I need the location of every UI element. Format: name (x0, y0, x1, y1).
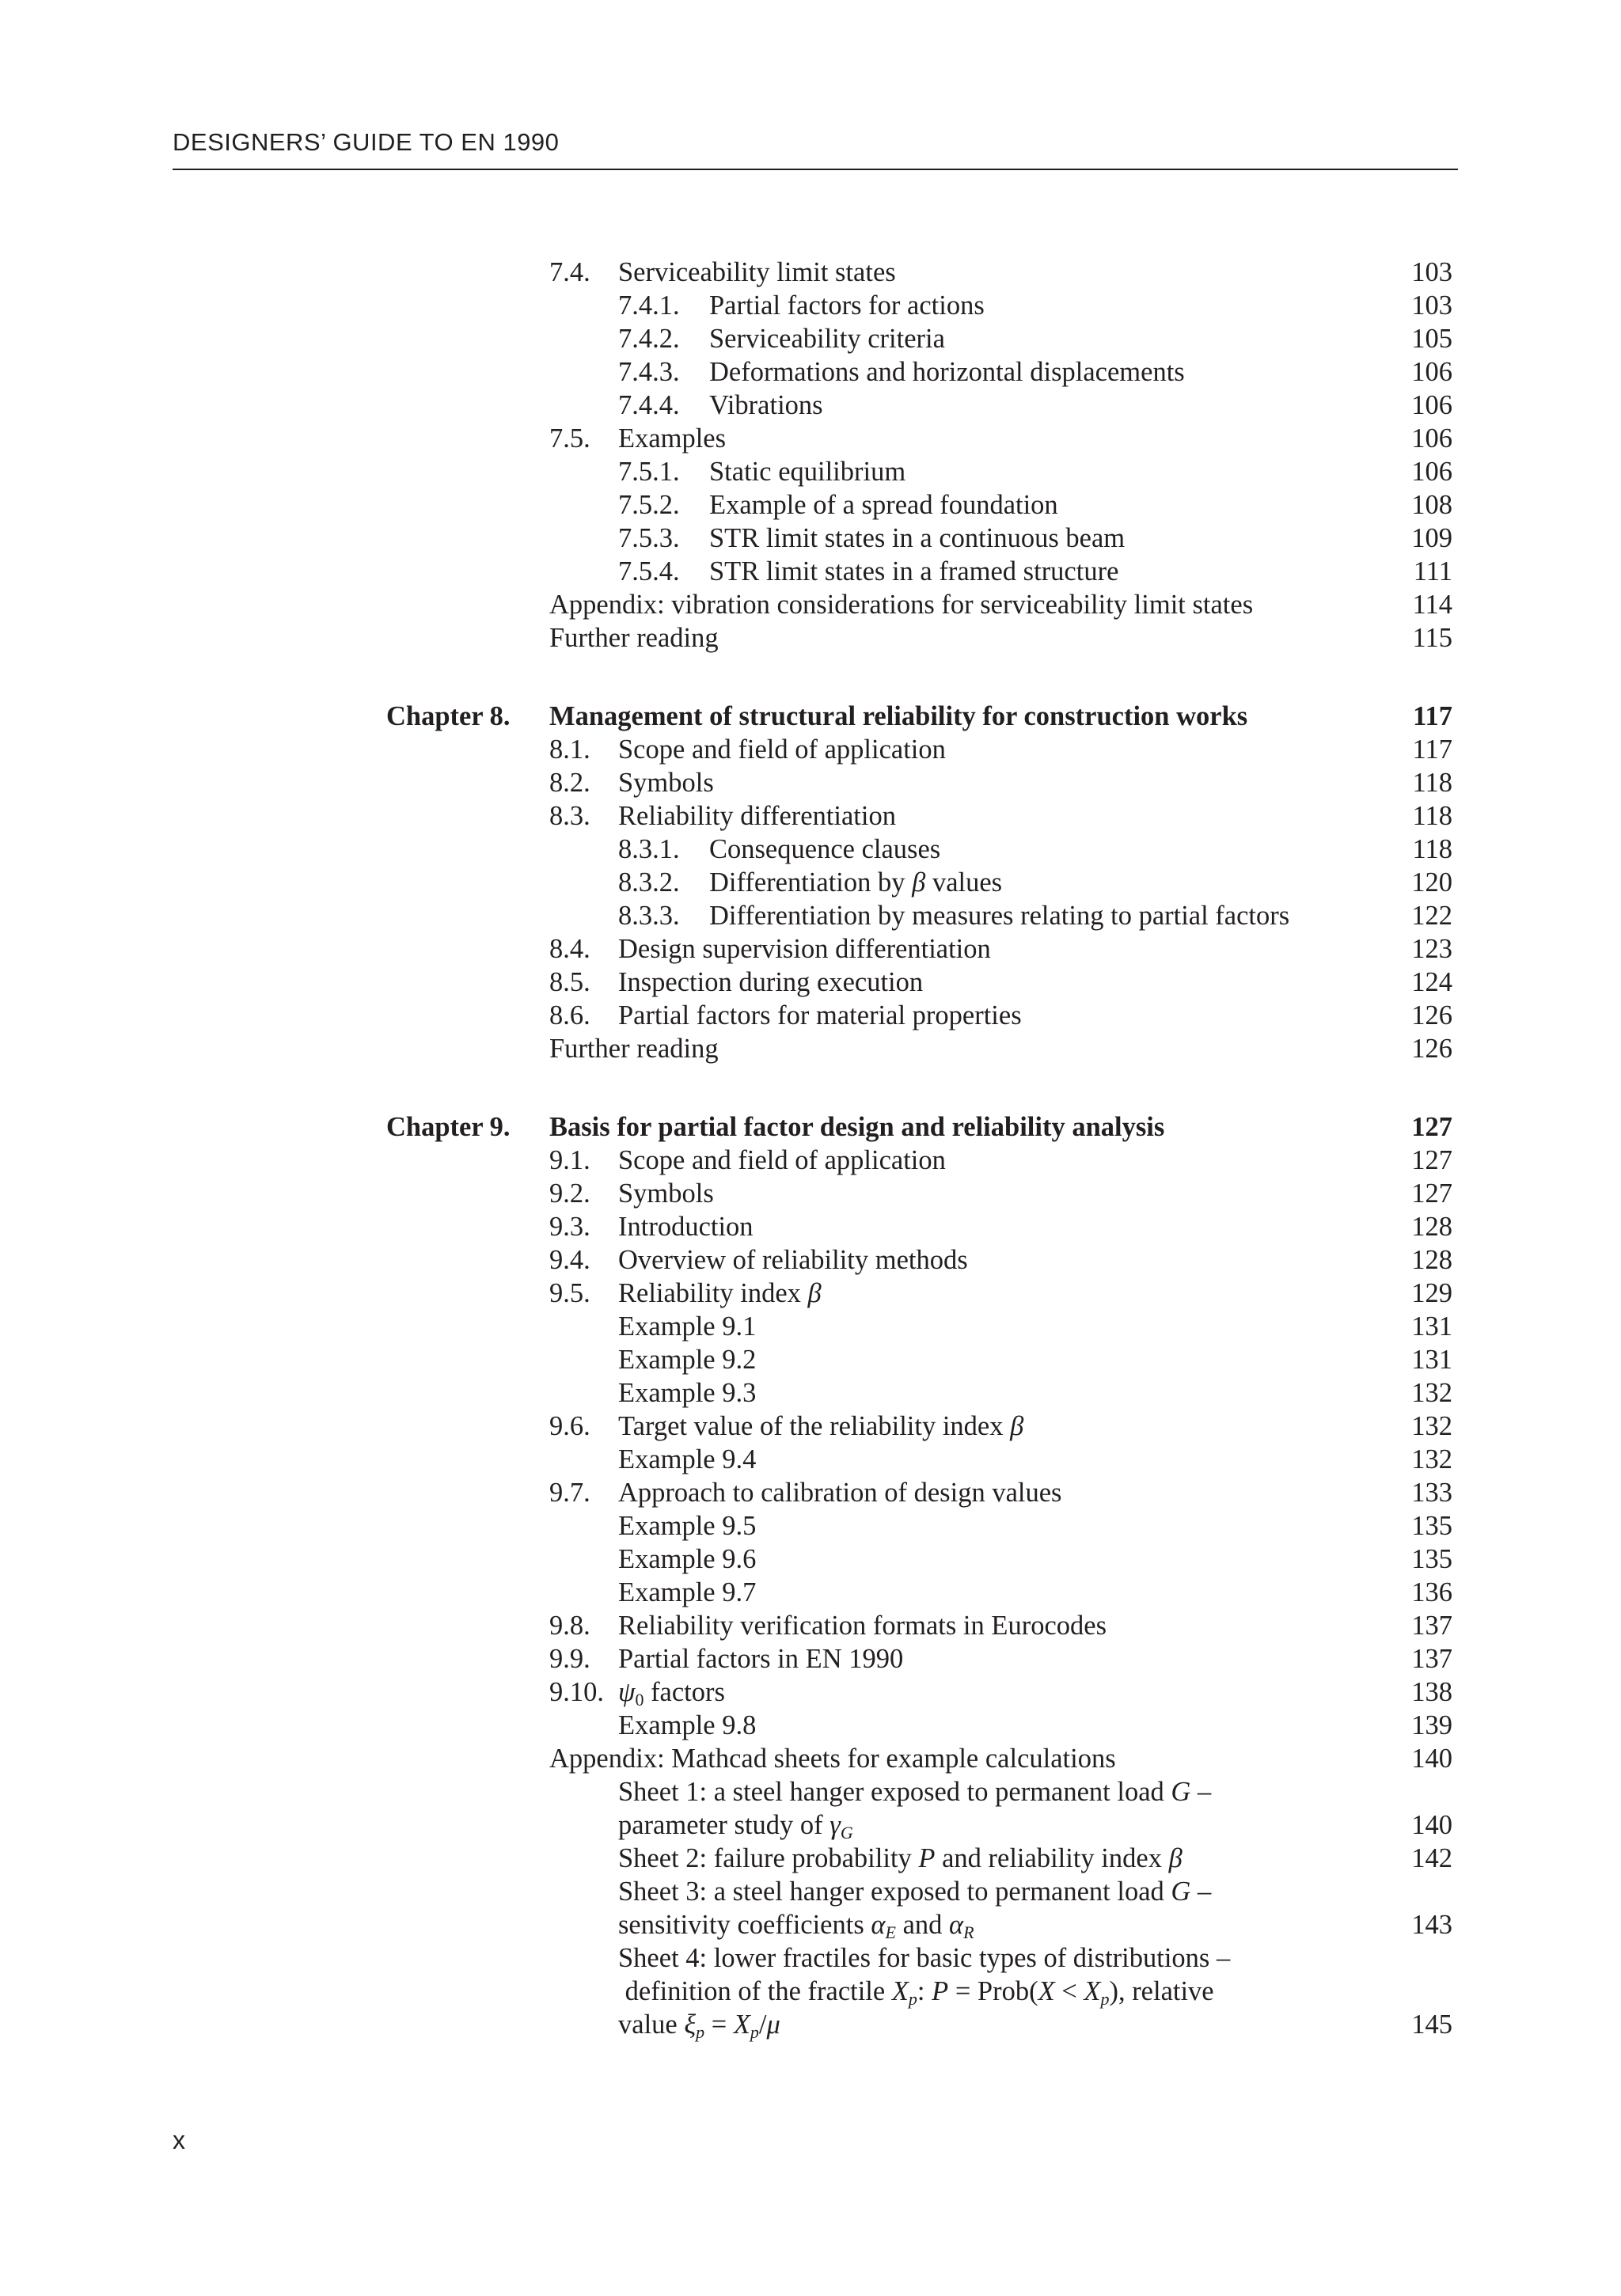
section-title: Overview of reliability methods (618, 1245, 968, 1275)
running-header: DESIGNERS’ GUIDE TO EN 1990 (173, 128, 560, 156)
toc-row (0, 256, 1621, 289)
page-number: 128 (1411, 1212, 1452, 1242)
section-number: 8.6. (549, 1000, 590, 1030)
page-number: 115 (1412, 623, 1452, 653)
page-number: 126 (1411, 1000, 1452, 1030)
toc-row (0, 733, 1621, 766)
section-number: 7.5.3. (618, 523, 680, 553)
sheet-title-line: Sheet 1: a steel hanger exposed to permanent load G – (618, 1777, 1212, 1807)
sheet-title-line: Sheet 4: lower fractiles for basic types of distributions – (618, 1943, 1231, 1973)
page-number: 114 (1412, 590, 1452, 620)
sheet-title-line: sensitivity coefficients $\alpha_E$ and $\alpha_R$ (618, 1910, 974, 1942)
section-number: 7.5.4. (618, 556, 680, 586)
section-number: 8.3.1. (618, 834, 680, 864)
toc-row (0, 1277, 1621, 1310)
chapter-title: Management of structural reliability for construction works (549, 701, 1248, 731)
section-number: 7.4.1. (618, 290, 680, 321)
page-number: 127 (1411, 1112, 1452, 1142)
toc-row (0, 766, 1621, 799)
toc-row (0, 1032, 1621, 1065)
toc-row (0, 621, 1621, 655)
section-number: 9.10. (549, 1677, 604, 1707)
section-title: Scope and field of application (618, 734, 946, 765)
example-title: Example 9.5 (618, 1511, 757, 1541)
page-number: 135 (1411, 1544, 1452, 1574)
section-title: $\psi_0$ factors (618, 1677, 725, 1710)
section-title: Scope and field of application (618, 1145, 946, 1175)
toc-row (0, 999, 1621, 1032)
page-number: 128 (1411, 1245, 1452, 1275)
toc-row (0, 1543, 1621, 1576)
toc-row (0, 1443, 1621, 1476)
toc-row (0, 899, 1621, 932)
toc-row (0, 1676, 1621, 1709)
toc-row (0, 1875, 1621, 1908)
page-number: 132 (1411, 1411, 1452, 1441)
sheet-title-line: parameter study of $\gamma_G$ (618, 1810, 853, 1842)
page-number: 123 (1411, 934, 1452, 964)
section-title: Inspection during execution (618, 967, 924, 997)
page-number: 103 (1411, 257, 1452, 287)
toc-row (0, 1476, 1621, 1509)
section-number: 7.4.4. (618, 390, 680, 420)
section-number: 9.6. (549, 1411, 590, 1441)
toc-row (0, 355, 1621, 389)
page-number: 127 (1411, 1145, 1452, 1175)
psi-symbol: ψ (618, 1677, 636, 1707)
section-number: 9.9. (549, 1644, 590, 1674)
beta-symbol: β (1010, 1411, 1024, 1441)
example-title: Example 9.6 (618, 1544, 757, 1574)
section-title: Differentiation by β values (709, 867, 1003, 898)
toc-row (0, 488, 1621, 522)
page-number: 131 (1411, 1345, 1452, 1375)
toc-chapter-row (0, 1110, 1621, 1144)
page-number: 138 (1411, 1677, 1452, 1707)
page-number: 135 (1411, 1511, 1452, 1541)
section-number: 8.3.2. (618, 867, 680, 898)
page-number: 140 (1411, 1810, 1452, 1840)
section-title: Approach to calibration of design values (618, 1478, 1062, 1508)
section-title: Symbols (618, 1178, 714, 1209)
section-title: Static equilibrium (709, 457, 906, 487)
section-title: Serviceability limit states (618, 257, 896, 287)
section-title: Differentiation by measures relating to partial factors (709, 901, 1290, 931)
toc-row (0, 1410, 1621, 1443)
page-number: 129 (1411, 1278, 1452, 1308)
toc-row (0, 1808, 1621, 1842)
toc-row (0, 799, 1621, 833)
example-title: Example 9.7 (618, 1577, 757, 1607)
toc-row (0, 1310, 1621, 1343)
page-number: 127 (1411, 1178, 1452, 1209)
toc-row (0, 1376, 1621, 1410)
toc-row (0, 966, 1621, 999)
toc-row (0, 1144, 1621, 1177)
toc-row (0, 1343, 1621, 1376)
page-number: 118 (1412, 768, 1452, 798)
section-title: Partial factors in EN 1990 (618, 1644, 904, 1674)
page-number: 139 (1411, 1710, 1452, 1740)
beta-symbol: β (912, 867, 926, 898)
page-number: 106 (1411, 390, 1452, 420)
section-title: Target value of the reliability index β (618, 1411, 1024, 1441)
page-number: 120 (1411, 867, 1452, 898)
section-title: Partial factors for actions (709, 290, 985, 321)
page-number: 132 (1411, 1378, 1452, 1408)
example-title: Example 9.1 (618, 1311, 757, 1342)
page-number: 124 (1411, 967, 1452, 997)
section-title: Serviceability criteria (709, 324, 945, 354)
section-title: Deformations and horizontal displacements (709, 357, 1185, 387)
toc-row (0, 866, 1621, 899)
section-title: Reliability verification formats in Eurocodes (618, 1611, 1107, 1641)
gamma-symbol: γ (829, 1810, 841, 1840)
toc-row (0, 2008, 1621, 2041)
section-title: Consequence clauses (709, 834, 941, 864)
page-number: 106 (1411, 423, 1452, 454)
page-number: 137 (1411, 1644, 1452, 1674)
toc-row (0, 1509, 1621, 1543)
page-number: 117 (1413, 701, 1452, 731)
section-number: 8.2. (549, 768, 590, 798)
toc-row (0, 1742, 1621, 1775)
page-number: 117 (1412, 734, 1452, 765)
section-number: 9.3. (549, 1212, 590, 1242)
page-number: 136 (1411, 1577, 1452, 1607)
alpha-symbol: α (871, 1910, 886, 1940)
section-number: 7.4. (549, 257, 590, 287)
section-title: Design supervision differentiation (618, 934, 991, 964)
toc-row (0, 1177, 1621, 1210)
page-number: 108 (1411, 490, 1452, 520)
chapter-label: Chapter 8. (386, 701, 511, 731)
section-number: 7.4.2. (618, 324, 680, 354)
section-number: 7.4.3. (618, 357, 680, 387)
toc-row (0, 555, 1621, 588)
page-number: 118 (1412, 834, 1452, 864)
toc-chapter-row (0, 700, 1621, 733)
page-number: 122 (1411, 901, 1452, 931)
toc-row (0, 522, 1621, 555)
section-title: Appendix: Mathcad sheets for example calculations (549, 1744, 1116, 1774)
section-title: Symbols (618, 768, 714, 798)
sheet-title-line: value $\xi_p = X_p/\mu$ (618, 2009, 780, 2042)
page-number: 118 (1412, 801, 1452, 831)
example-title: Example 9.3 (618, 1378, 757, 1408)
chapter-title: Basis for partial factor design and reliability analysis (549, 1112, 1165, 1142)
section-number: 9.4. (549, 1245, 590, 1275)
section-title: Example of a spread foundation (709, 490, 1058, 520)
page-number: 140 (1411, 1744, 1452, 1774)
beta-symbol: β (1168, 1843, 1183, 1873)
section-title: Reliability differentiation (618, 801, 896, 831)
page-number: 145 (1411, 2009, 1452, 2040)
sheet-title-line: definition of the fractile $X_p$: P = Prob(X < $X_p$), relative (618, 1976, 1214, 2009)
page-number: 106 (1411, 357, 1452, 387)
example-title: Example 9.8 (618, 1710, 757, 1740)
section-number: 7.5.2. (618, 490, 680, 520)
toc-row (0, 1609, 1621, 1642)
toc-row (0, 1908, 1621, 1941)
section-number: 9.7. (549, 1478, 590, 1508)
section-number: 7.5. (549, 423, 590, 454)
example-title: Example 9.2 (618, 1345, 757, 1375)
section-number: 8.5. (549, 967, 590, 997)
toc-row (0, 1642, 1621, 1676)
section-number: 9.2. (549, 1178, 590, 1209)
section-title: Examples (618, 423, 727, 454)
section-title: Further reading (549, 1034, 719, 1064)
section-number: 8.3. (549, 801, 590, 831)
section-number: 8.3.3. (618, 901, 680, 931)
page-number: 133 (1411, 1478, 1452, 1508)
toc-row (0, 588, 1621, 621)
section-title: Vibrations (709, 390, 823, 420)
toc-row (0, 389, 1621, 422)
page-number: 143 (1411, 1910, 1452, 1940)
toc-row (0, 1941, 1621, 1975)
toc-row (0, 1775, 1621, 1808)
chapter-label: Chapter 9. (386, 1112, 511, 1142)
section-title: Introduction (618, 1212, 754, 1242)
toc-row (0, 322, 1621, 355)
section-number: 8.4. (549, 934, 590, 964)
beta-symbol: β (807, 1278, 822, 1308)
alpha-symbol: α (949, 1910, 964, 1940)
section-number: 9.5. (549, 1278, 590, 1308)
page-number: 126 (1411, 1034, 1452, 1064)
toc-row (0, 455, 1621, 488)
page-number: 142 (1411, 1843, 1452, 1873)
example-title: Example 9.4 (618, 1444, 757, 1474)
section-number: 9.8. (549, 1611, 590, 1641)
section-title: Partial factors for material properties (618, 1000, 1022, 1030)
section-title: STR limit states in a framed structure (709, 556, 1119, 586)
page-number: 137 (1411, 1611, 1452, 1641)
section-title: Further reading (549, 623, 719, 653)
page-number: 111 (1413, 556, 1452, 586)
toc-row (0, 1709, 1621, 1742)
section-title: STR limit states in a continuous beam (709, 523, 1126, 553)
toc-row (0, 1576, 1621, 1609)
sheet-title-line: Sheet 2: failure probability P and reliability index β (618, 1843, 1183, 1873)
folio-page-number: x (173, 2126, 185, 2154)
section-title: Reliability index β (618, 1278, 822, 1308)
toc-row (0, 289, 1621, 322)
page-number: 106 (1411, 457, 1452, 487)
toc-row (0, 1243, 1621, 1277)
toc-row (0, 932, 1621, 966)
page-number: 131 (1411, 1311, 1452, 1342)
toc-row (0, 1842, 1621, 1875)
toc-row (0, 422, 1621, 455)
toc-row (0, 1210, 1621, 1243)
toc-row (0, 833, 1621, 866)
page-number: 103 (1411, 290, 1452, 321)
toc-row (0, 1975, 1621, 2008)
section-number: 9.1. (549, 1145, 590, 1175)
section-number: 7.5.1. (618, 457, 680, 487)
section-title: Appendix: vibration considerations for serviceability limit states (549, 590, 1254, 620)
page-number: 132 (1411, 1444, 1452, 1474)
page-number: 105 (1411, 324, 1452, 354)
page-number: 109 (1411, 523, 1452, 553)
sheet-title-line: Sheet 3: a steel hanger exposed to permanent load G – (618, 1877, 1212, 1907)
section-number: 8.1. (549, 734, 590, 765)
